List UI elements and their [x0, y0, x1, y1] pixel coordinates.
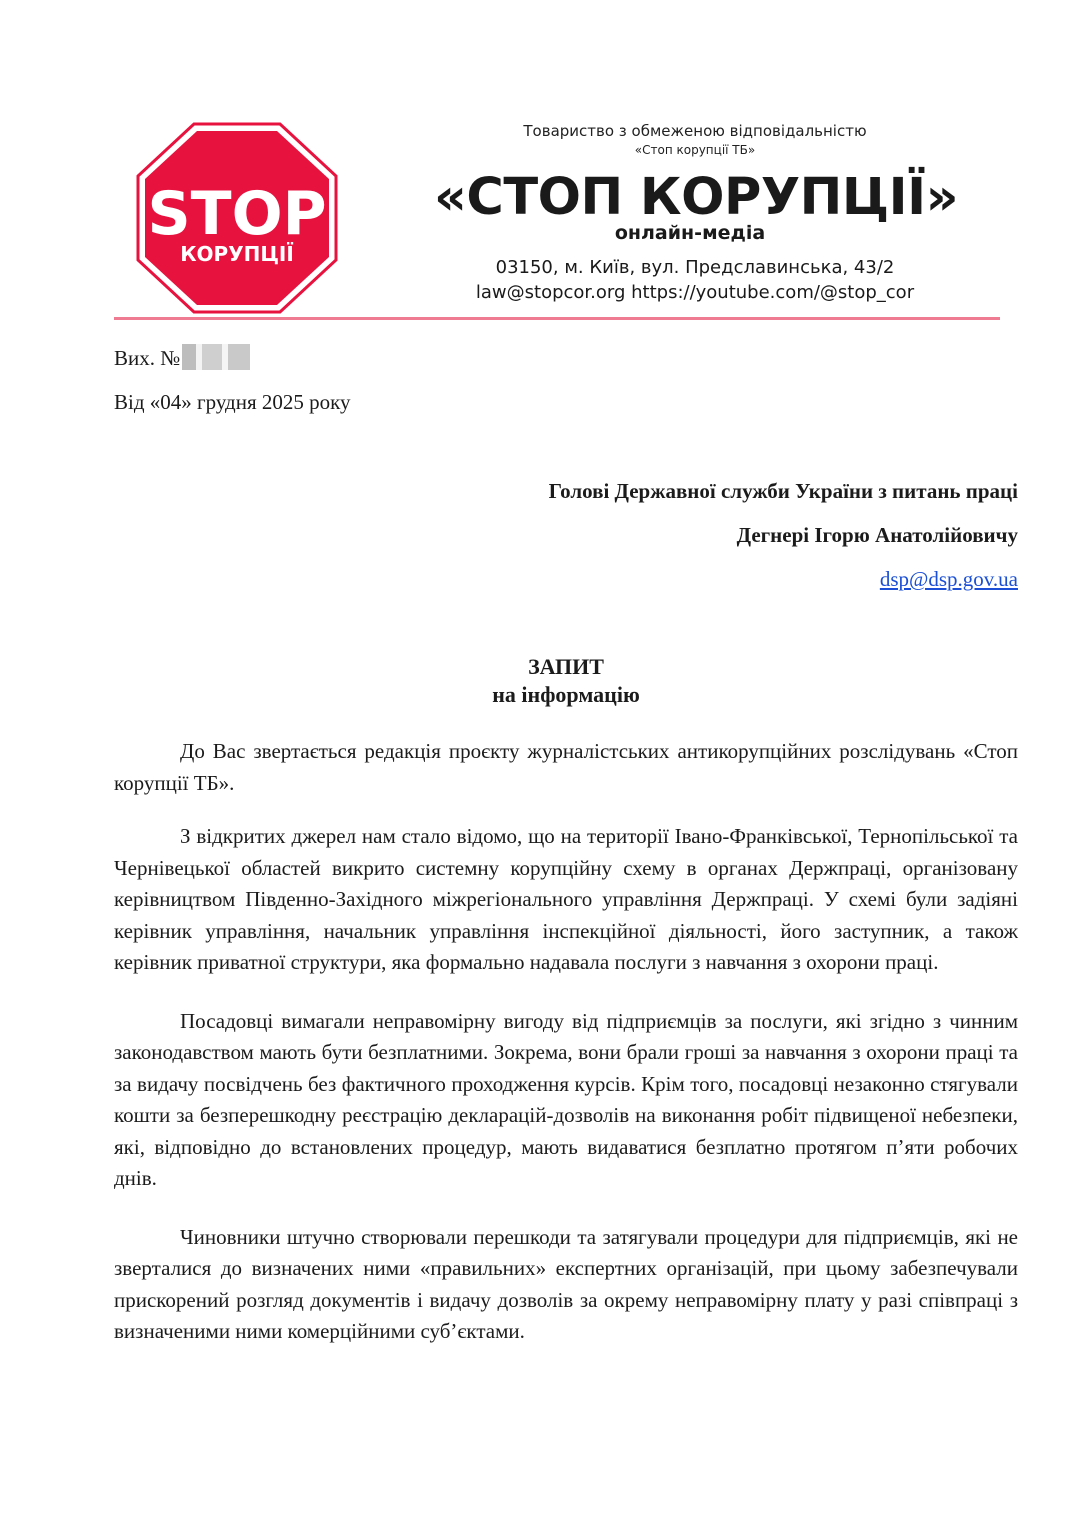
logo-corruption-text: КОРУПЦІЇ — [180, 242, 294, 266]
outgoing-number-label: Вих. № — [114, 346, 181, 370]
letterhead-divider — [114, 317, 1000, 320]
body-paragraph-4: Чиновники штучно створювали перешкоди та затягували процедури для підприємців, які не зверталися до визначених ними «правильних» експертних організацій, при цьому забезпечували прискорений розгляд документів і видачу дозволів за окрему неправомірну плату у разі співпраці з визначеними ними комерційними суб’єктами. — [114, 1224, 1018, 1343]
logo-stop-text: STOP — [147, 179, 327, 249]
document-title — [114, 653, 1018, 709]
outgoing-number — [114, 344, 250, 371]
title-main: ЗАПИТ — [528, 654, 604, 679]
body-paragraph-3: Посадовці вимагали неправомірну вигоду від підприємців за послуги, які згідно з чинним законодавством мають бути безплатними. Зокрема, вони брали гроші за навчання з охорони праці та за видачу посвідчень без фактичного проходження курсів. Крім того, посадовці незаконно стягували кошти за безперешкодну реєстрацію декларацій-дозволів на виконання робіт підвищеної небезпеки, які, відповідно до встановлених процедур, мають видаватися безплатно протягом п’яти робочих днів. — [114, 1008, 1018, 1190]
stop-corruption-logo — [136, 122, 338, 314]
brand-tagline: онлайн-медіа — [614, 222, 766, 244]
org-legal-form: Товариство з обмеженою відповідальністю — [523, 122, 867, 140]
org-contacts: law@stopcor.org https://youtube.com/@stop_cor — [475, 282, 915, 303]
addressee-name: Дегнері Ігорю Анатолійовичу — [736, 523, 1018, 547]
letter-date: Від «04» грудня 2025 року — [114, 390, 351, 414]
org-legal-name: «Стоп корупції ТБ» — [634, 143, 756, 157]
body-paragraph-1: До Вас звертається редакція проєкту журналістських антикорупційних розслідувань «Стоп корупції ТБ». — [114, 739, 1018, 795]
addressee-email-link[interactable]: dsp@dsp.gov.ua — [879, 567, 1018, 591]
title-sub: на інформацію — [492, 682, 640, 707]
redacted-number — [182, 344, 250, 370]
brand-title: «СТОП КОРУПЦІЇ» — [433, 168, 959, 227]
letter-body — [114, 736, 1018, 1348]
org-address: 03150, м. Київ, вул. Предславинська, 43/2 — [495, 257, 895, 278]
addressee-position: Голові Державної служби України з питань праці — [548, 479, 1018, 503]
body-paragraph-2: З відкритих джерел нам стало відомо, що на території Івано-Франківської, Тернопільської та Чернівецької областей викрито системну корупційну схему в органах Держпраці, організовану керівництвом Південно-Західного міжрегіонального управління Держпраці. У схемі були задіяні керівник управління, начальник управління інспекційної діяльності, його заступник, а також керівник приватної структури, яка формально надавала послуги з навчання з охорони праці. — [114, 824, 1018, 974]
addressee-email — [114, 567, 1018, 592]
